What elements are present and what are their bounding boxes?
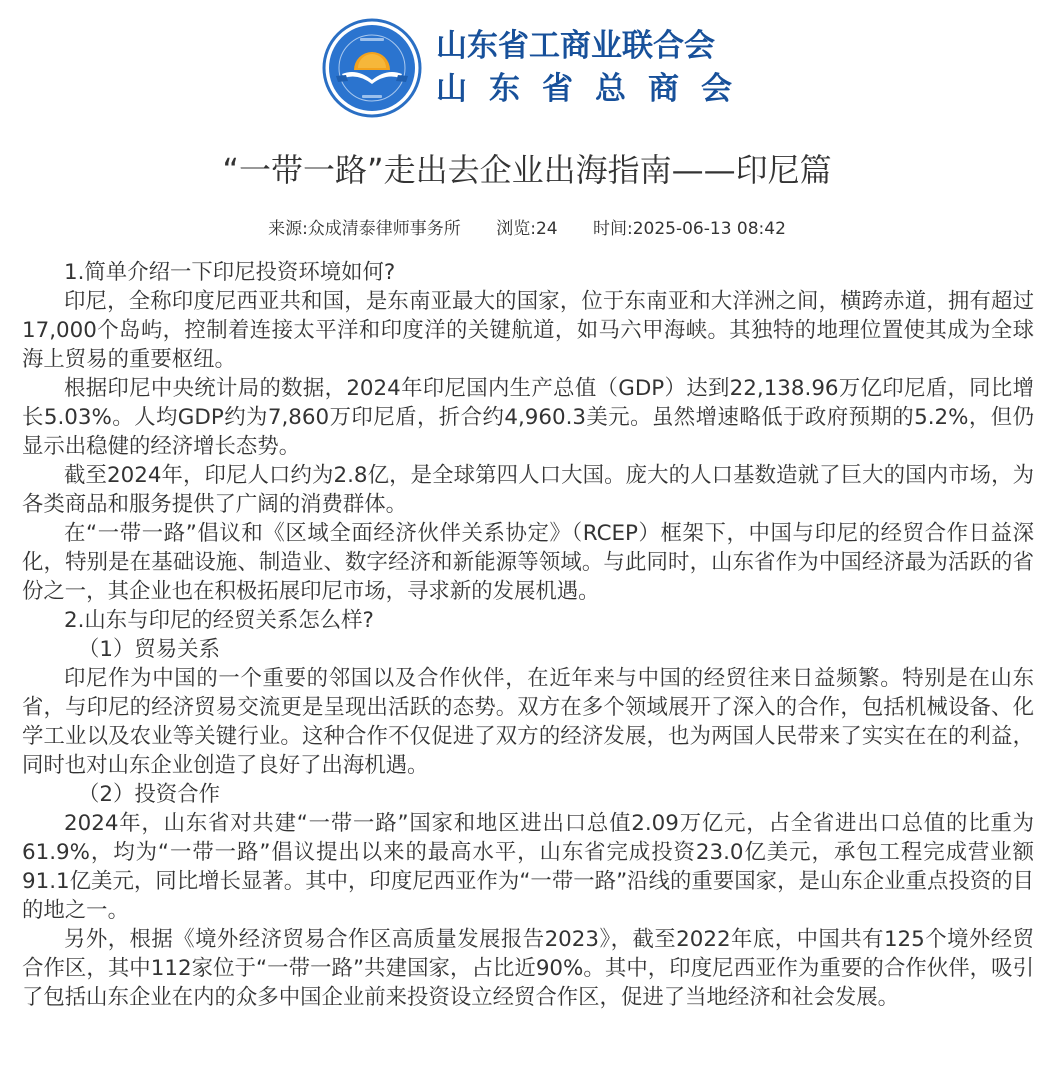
paragraph: 另外，根据《境外经济贸易合作区高质量发展报告2023》，截至2022年底，中国共有125个境外经贸合作区，其中112家位于“一带一路”共建国家，占比近90%。其中，印度尼西亚作为重要的合作伙伴，吸引了包括山东企业在内的众多中国企业前来投资设立经贸合作区，促进了当地经济和社会发展。 [22, 927, 1034, 1010]
paragraph: 在“一带一路”倡议和《区域全面经济伙伴关系协定》（RCEP）框架下，中国与印尼的经贸合作日益深化，特别是在基础设施、制造业、数字经济和新能源等领域。与此同时，山东省作为中国经济最为活跃的省份之一，其企业也在积极拓展印尼市场，寻求新的发展机遇。 [22, 521, 1034, 604]
article-body [22, 258, 1034, 1012]
subsection-heading: （1）贸易关系 [78, 637, 220, 662]
section-heading: 1.简单介绍一下印尼投资环境如何? [64, 260, 396, 285]
shandong-federation-emblem-icon [322, 18, 422, 118]
org-name-secondary: 山东省总商会 [436, 71, 754, 107]
paragraph: 截至2024年，印尼人口约为2.8亿，是全球第四人口大国。庞大的人口基数造就了巨大的国内市场，为各类商品和服务提供了广阔的消费群体。 [22, 463, 1034, 517]
article-time: 时间:2025-06-13 08:42 [592, 219, 786, 239]
paragraph: 印尼，全称印度尼西亚共和国，是东南亚最大的国家，位于东南亚和大洋洲之间，横跨赤道，拥有超过17,000个岛屿，控制着连接太平洋和印度洋的关键航道，如马六甲海峡。其独特的地理位置使其成为全球海上贸易的重要枢纽。 [22, 289, 1034, 372]
paragraph: 根据印尼中央统计局的数据，2024年印尼国内生产总值（GDP）达到22,138.96万亿印尼盾，同比增长5.03%。人均GDP约为7,860万印尼盾，折合约4,960.3美元。虽然增速略低于政府预期的5.2%，但仍显示出稳健的经济增长态势。 [22, 376, 1034, 459]
article-meta [0, 216, 1054, 242]
article-views: 浏览:24 [496, 219, 558, 239]
article-source: 来源:众成清泰律师事务所 [268, 219, 461, 239]
site-header [322, 18, 754, 118]
section-heading: 2.山东与印尼的经贸关系怎么样? [64, 608, 374, 633]
paragraph: 印尼作为中国的一个重要的邻国以及合作伙伴，在近年来与中国的经贸往来日益频繁。特别是在山东省，与印尼的经济贸易交流更是呈现出活跃的态势。双方在多个领域展开了深入的合作，包括机械设备、化学工业以及农业等关键行业。这种合作不仅促进了双方的经济发展，也为两国人民带来了实实在在的利益，同时也对山东企业创造了良好了出海机遇。 [22, 666, 1034, 778]
paragraph: 2024年，山东省对共建“一带一路”国家和地区进出口总值2.09万亿元，占全省进出口总值的比重为61.9%，均为“一带一路”倡议提出以来的最高水平，山东省完成投资23.0亿美元，承包工程完成营业额91.1亿美元，同比增长显著。其中，印度尼西亚作为“一带一路”沿线的重要国家，是山东企业重点投资的目的地之一。 [22, 811, 1034, 923]
article-title: “一带一路”走出去企业出海指南——印尼篇 [222, 151, 832, 189]
subsection-heading: （2）投资合作 [78, 782, 220, 807]
org-name-primary: 山东省工商业联合会 [436, 28, 715, 64]
